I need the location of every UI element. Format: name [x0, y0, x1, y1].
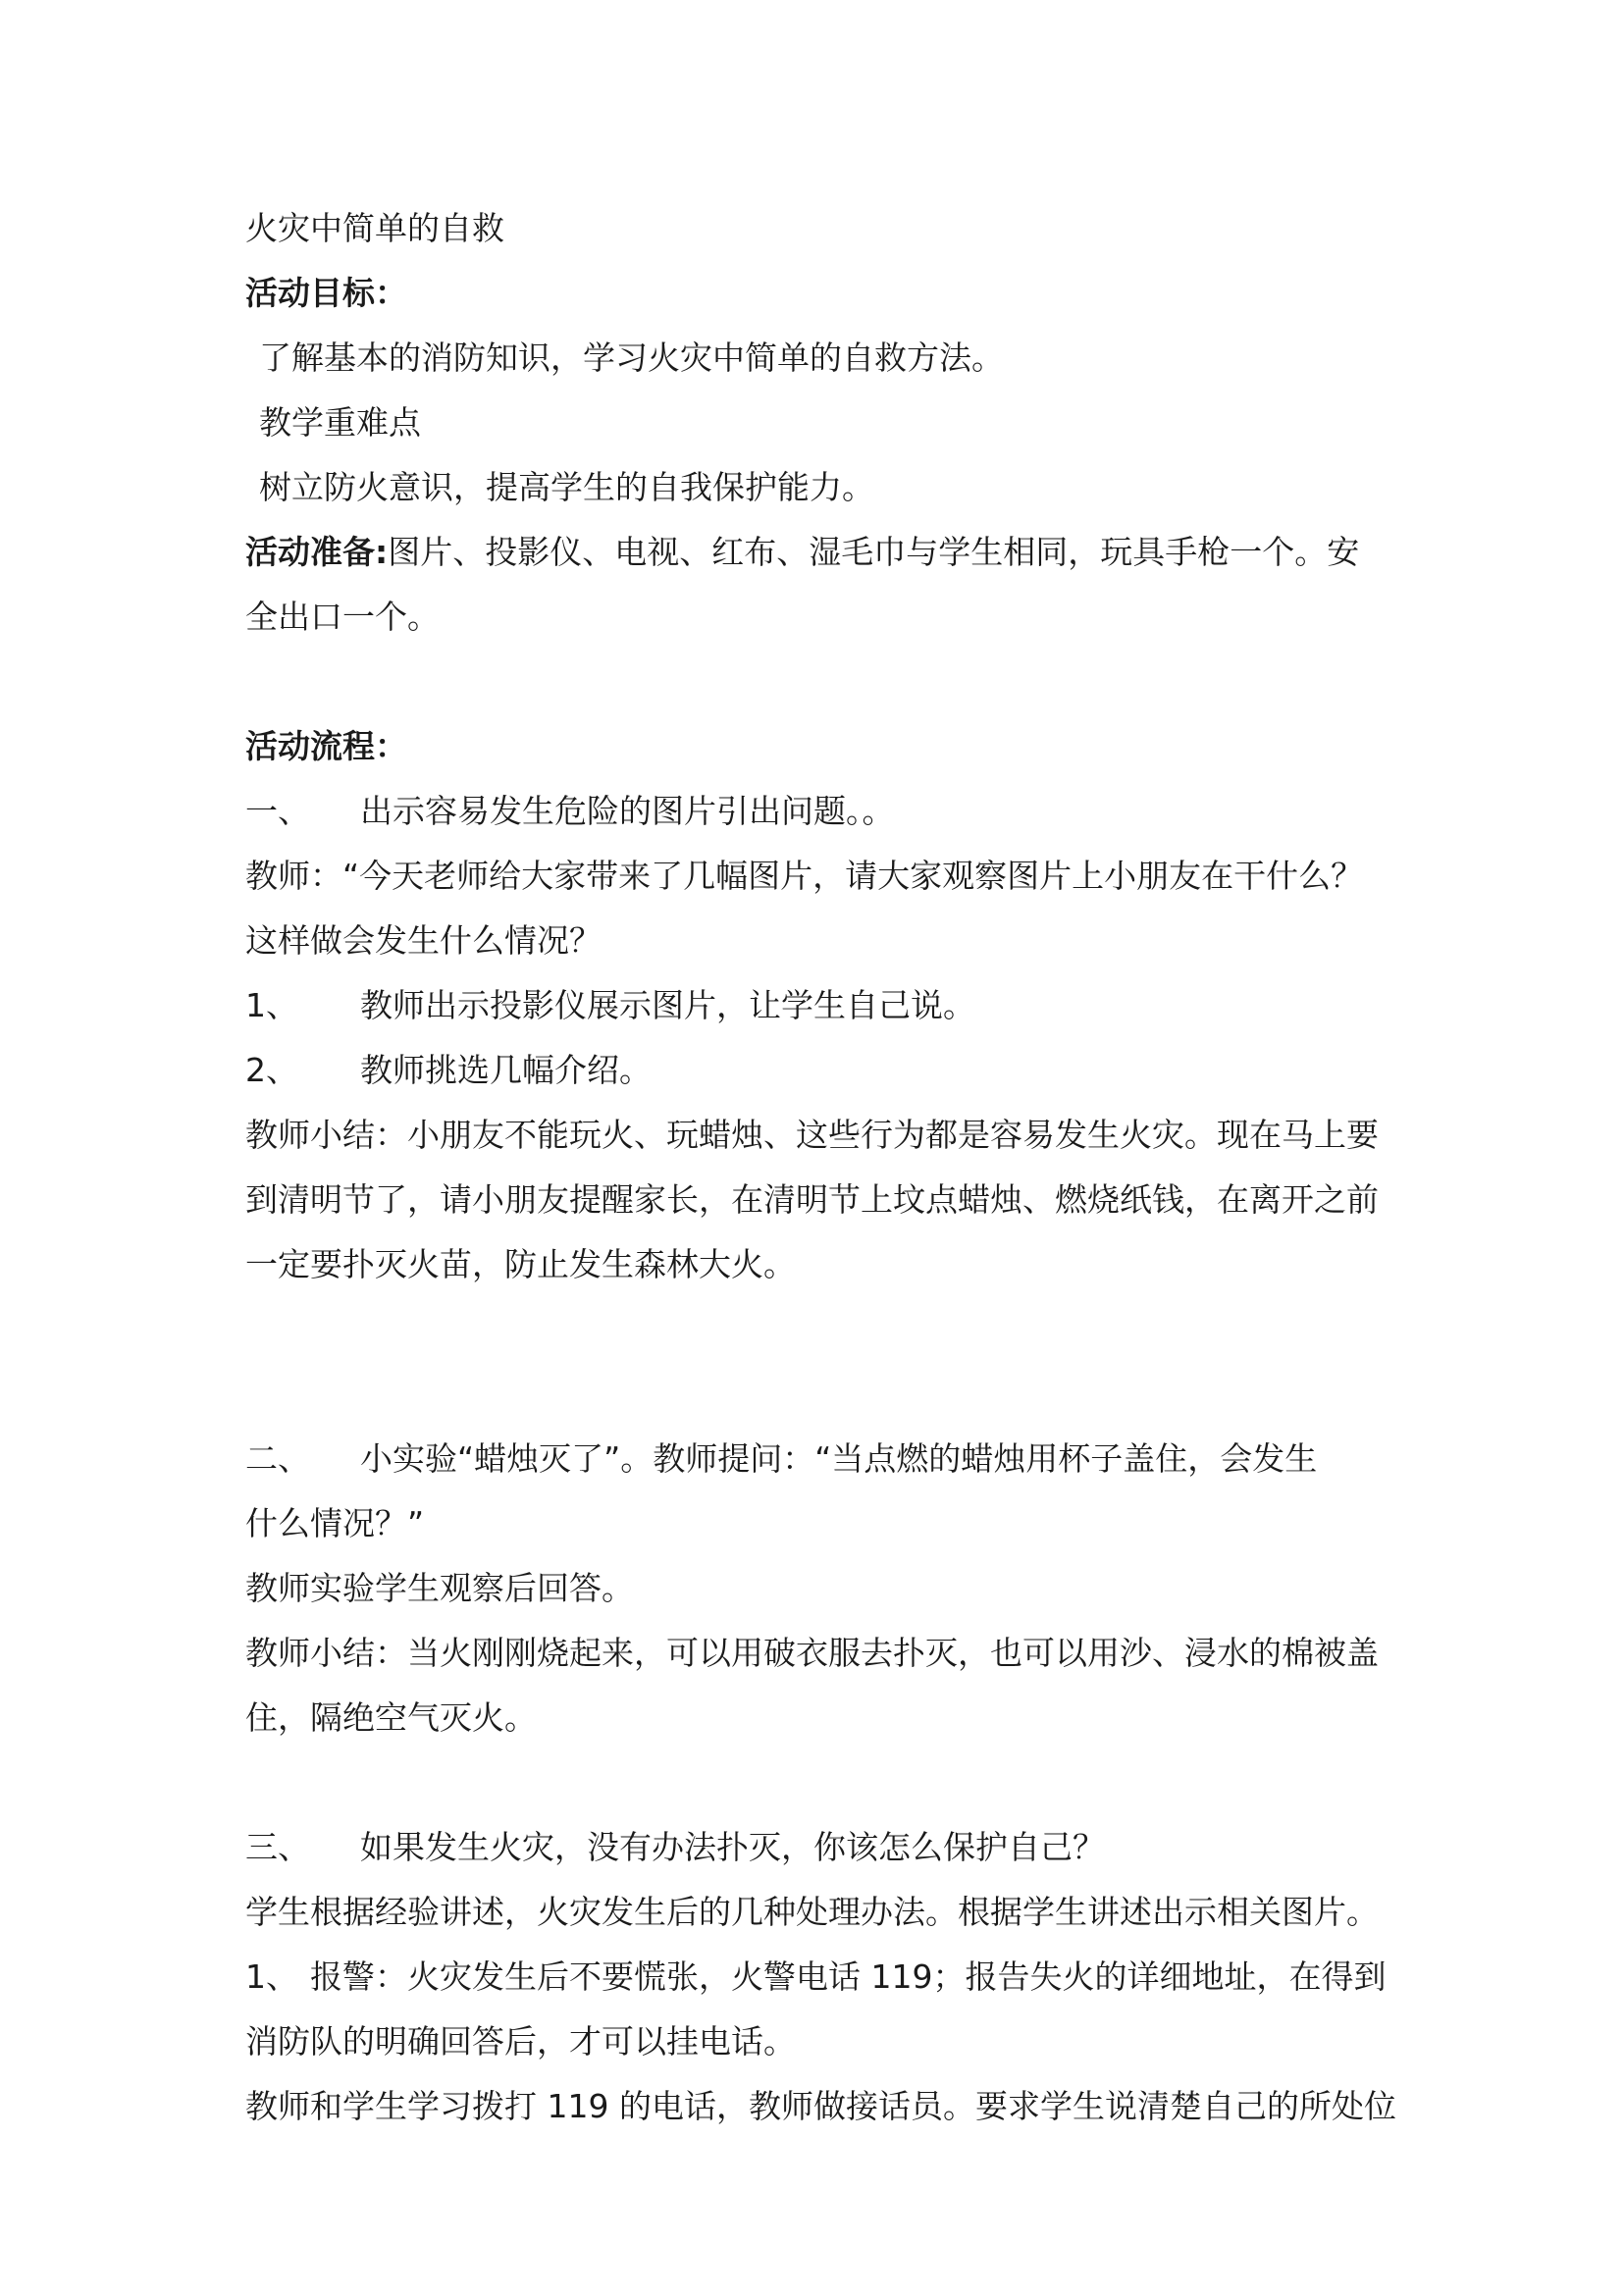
section1-teacher-line1: 教师：“今天老师给大家带来了几幅图片，请大家观察图片上小朋友在干什么？ — [245, 857, 1364, 895]
section1-summary-line1: 教师小结：小朋友不能玩火、玩蜡烛、这些行为都是容易发生火灾。现在马上要 — [245, 1116, 1379, 1154]
section2-heading — [245, 1427, 1393, 1491]
section1-teacher-line2: 这样做会发生什么情况？ — [245, 921, 602, 960]
section1-summary-line3: 一定要扑灭火苗，防止发生森林大火。 — [245, 1245, 796, 1283]
goal-heading: 活动目标： — [245, 274, 407, 312]
section1-item-1 — [245, 973, 1393, 1038]
section2-marker: 二、 — [245, 1439, 310, 1478]
section3-heading — [245, 1815, 1393, 1880]
section3-item-1 — [245, 1945, 1393, 2009]
section1-item-2-text: 教师挑选几幅介绍。 — [360, 1051, 652, 1089]
section1-item-1-marker: 1、 — [245, 986, 298, 1024]
section1-item-2-marker: 2、 — [245, 1051, 298, 1089]
key-points-text: 树立防火意识，提高学生的自我保护能力。 — [259, 468, 874, 506]
section2-summary-line1: 教师小结：当火刚刚烧起来，可以用破衣服去扑灭，也可以用沙、浸水的棉被盖 — [245, 1634, 1379, 1672]
blank-line — [245, 650, 1393, 714]
section3-item-1-marker: 1、 — [245, 1957, 298, 1996]
key-points-heading: 教学重难点 — [259, 403, 421, 442]
prep-label: 活动准备: — [245, 533, 389, 571]
document-title: 火灾中简单的自救 — [245, 209, 504, 247]
blank-line — [245, 1750, 1393, 1815]
section3-practice-line: 教师和学生学习拨打 119 的电话，教师做接话员。要求学生说清楚自己的所处位 — [245, 2087, 1396, 2125]
prep-line-2: 全出口一个。 — [245, 598, 440, 636]
section3-item-1-line1: 报警：火灾发生后不要慌张，火警电话 119；报告失火的详细地址，在得到 — [310, 1957, 1387, 1996]
section1-heading — [245, 779, 1393, 844]
section1-title: 出示容易发生危险的图片引出问题。。 — [360, 792, 895, 830]
section3-title: 如果发生火灾，没有办法扑灭，你该怎么保护自己？ — [360, 1828, 1105, 1866]
blank-line — [245, 1362, 1393, 1427]
section2-line2: 什么情况？” — [245, 1504, 425, 1542]
prep-text: 图片、投影仪、电视、红布、湿毛巾与学生相同，玩具手枪一个。安 — [388, 533, 1360, 571]
section2-summary-line2: 住，隔绝空气灭火。 — [245, 1698, 537, 1737]
section1-item-1-text: 教师出示投影仪展示图片，让学生自己说。 — [360, 986, 975, 1024]
section1-summary-line2: 到清明节了，请小朋友提醒家长，在清明节上坟点蜡烛、燃烧纸钱，在离开之前 — [245, 1180, 1379, 1219]
process-heading: 活动流程： — [245, 727, 407, 765]
section2-line3: 教师实验学生观察后回答。 — [245, 1569, 634, 1607]
section3-item-1-line2: 消防队的明确回答后，才可以挂电话。 — [245, 2022, 796, 2061]
blank-line — [245, 1297, 1393, 1362]
prep-line-1 — [245, 520, 1393, 585]
goal-text: 了解基本的消防知识，学习火灾中简单的自救方法。 — [259, 339, 1004, 377]
section1-item-2 — [245, 1038, 1393, 1103]
section3-marker: 三、 — [245, 1828, 310, 1866]
section1-marker: 一、 — [245, 792, 310, 830]
document-body — [245, 196, 1396, 2139]
section2-line1: 小实验“蜡烛灭了”。教师提问：“当点燃的蜡烛用杯子盖住，会发生 — [360, 1439, 1318, 1478]
section3-line1: 学生根据经验讲述，火灾发生后的几种处理办法。根据学生讲述出示相关图片。 — [245, 1893, 1379, 1931]
